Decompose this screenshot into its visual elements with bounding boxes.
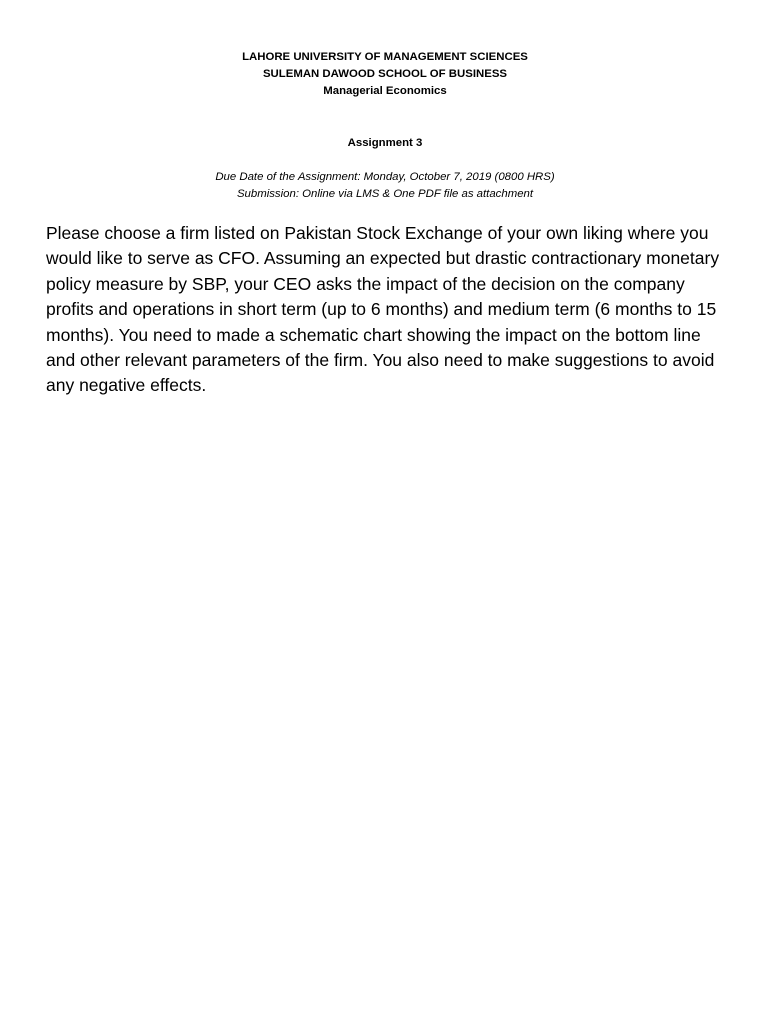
due-date: Due Date of the Assignment: Monday, October 7, 2019 (0800 HRS) [215,171,555,183]
document-header [0,49,768,100]
university-name: LAHORE UNIVERSITY OF MANAGEMENT SCIENCES [242,51,528,63]
assignment-meta [0,169,768,203]
assignment-instructions: Please choose a firm listed on Pakistan Stock Exchange of your own liking where you would like to serve as CFO. Assuming an expected but drastic contractionary monetary policy measure by SBP, your CEO asks the impact of the decision on the company profits and operations in short term (up to 6 months) and medium term (6 months to 15 months). You need to made a schematic chart showing the impact on the bottom line and other relevant parameters of the firm. You also need to make suggestions to avoid any negative effects. [46,223,720,396]
submission-info: Submission: Online via LMS & One PDF file as attachment [236,188,534,200]
course-name: Managerial Economics [323,85,447,97]
school-name: SULEMAN DAWOOD SCHOOL OF BUSINESS [262,68,508,80]
assignment-title: Assignment 3 [347,137,423,149]
